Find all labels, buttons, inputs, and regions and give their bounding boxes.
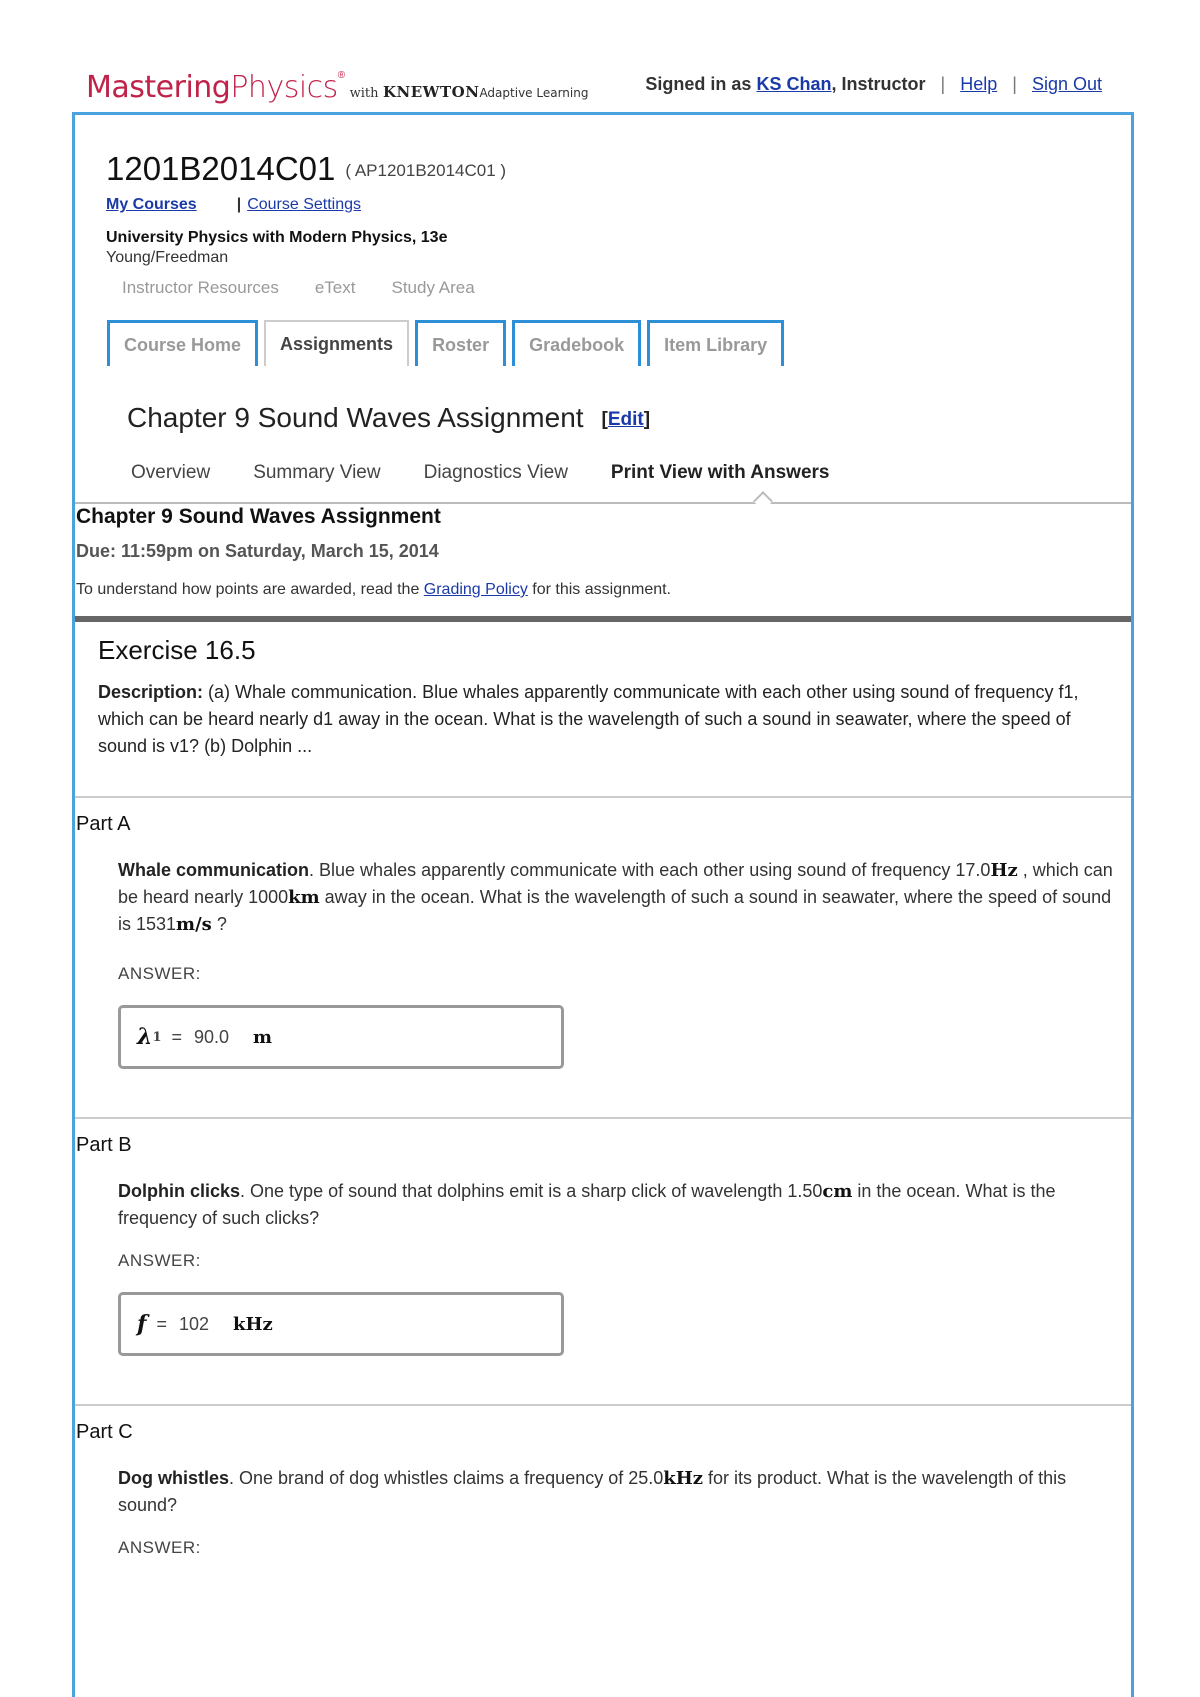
unit-km: km	[288, 887, 320, 908]
question-text: . Blue whales apparently communicate with each other using sound of frequency 17.0	[309, 860, 991, 880]
logo-physics-text: Physics	[230, 70, 338, 105]
section-divider	[75, 616, 1131, 622]
edit-bracket-open: [	[601, 408, 608, 430]
grading-note-suffix: for this assignment.	[527, 581, 671, 598]
due-date: Due: 11:59pm on Saturday, March 15, 2014	[76, 541, 439, 561]
logo-with-text: with	[349, 86, 379, 101]
main-tabs	[107, 320, 790, 366]
study-area-link[interactable]: Study Area	[391, 278, 475, 297]
grading-note	[76, 581, 671, 599]
instructor-resources-link[interactable]: Instructor Resources	[122, 278, 279, 297]
edit-link[interactable]: Edit	[607, 408, 644, 430]
part-b-question	[118, 1178, 1128, 1232]
course-links	[106, 196, 361, 214]
part-b-topic: Dolphin clicks	[118, 1181, 241, 1201]
part-c-answer-label: ANSWER:	[118, 1538, 201, 1557]
answer-unit: kHz	[233, 1313, 273, 1335]
subnav-summary-view[interactable]: Summary View	[253, 462, 381, 483]
part-c-question	[118, 1465, 1128, 1519]
book-authors: Young/Freedman	[106, 249, 229, 266]
assignment-heading: Chapter 9 Sound Waves Assignment	[76, 505, 441, 528]
part-divider	[75, 1404, 1131, 1406]
separator: |	[1012, 74, 1017, 94]
part-a-title: Part A	[76, 813, 131, 835]
subnav-overview[interactable]: Overview	[131, 462, 211, 483]
user-role: , Instructor	[831, 74, 926, 94]
separator: |	[236, 196, 242, 213]
answer-variable: f	[137, 1311, 147, 1337]
course-id: 1201B2014C01	[106, 150, 336, 187]
unit-khz: kHz	[663, 1468, 703, 1489]
my-courses-link[interactable]: My Courses	[106, 196, 197, 213]
course-title	[106, 150, 506, 188]
question-text: for its product. What is the wavelength of this sound?	[118, 1468, 1067, 1515]
question-text: , which can be heard nearly 1000	[118, 860, 1113, 907]
assignment-title-text: Chapter 9 Sound Waves Assignment	[127, 402, 584, 433]
course-settings-link[interactable]: Course Settings	[247, 196, 362, 213]
part-c-topic: Dog whistles	[118, 1468, 230, 1488]
answer-variable: λ	[137, 1024, 153, 1050]
etext-link[interactable]: eText	[314, 278, 356, 297]
assignment-title	[127, 402, 650, 434]
resource-links	[122, 278, 511, 298]
equals-sign: =	[171, 1026, 182, 1047]
logo-adaptive-text: Adaptive Learning	[479, 86, 589, 100]
logo-registered-mark: ®	[337, 70, 346, 81]
question-text: ?	[211, 914, 227, 934]
tab-item-library[interactable]: Item Library	[647, 320, 784, 366]
help-link[interactable]: Help	[960, 74, 998, 94]
answer-variable-subscript: 1	[152, 1029, 162, 1045]
question-text: in the ocean. What is the frequency of such clicks?	[118, 1181, 1056, 1228]
part-divider	[75, 1117, 1131, 1119]
part-a-question	[118, 857, 1128, 938]
part-divider	[75, 796, 1131, 798]
tab-course-home[interactable]: Course Home	[107, 320, 258, 366]
sign-out-link[interactable]: Sign Out	[1031, 74, 1102, 94]
exercise-title: Exercise 16.5	[98, 635, 256, 665]
subnav-divider	[75, 502, 1131, 504]
subnav-diagnostics-view[interactable]: Diagnostics View	[423, 462, 568, 483]
equals-sign: =	[156, 1313, 167, 1334]
assignment-subnav	[131, 462, 872, 484]
tab-assignments[interactable]: Assignments	[264, 320, 409, 366]
description-label: Description:	[98, 682, 204, 702]
answer-value: 90.0	[194, 1026, 230, 1047]
part-a-answer-box	[118, 1005, 564, 1069]
part-c-title: Part C	[76, 1421, 133, 1443]
unit-m-per-s: m/s	[176, 914, 212, 935]
part-b-answer-label: ANSWER:	[118, 1251, 201, 1270]
mastering-physics-logo	[86, 70, 588, 105]
answer-value: 102	[178, 1313, 210, 1334]
answer-unit: m	[253, 1026, 273, 1048]
tab-gradebook[interactable]: Gradebook	[512, 320, 641, 366]
separator: |	[940, 74, 946, 94]
logo-mastering-text: Mastering	[86, 70, 231, 105]
book-title: University Physics with Modern Physics, 13e	[106, 229, 448, 246]
question-text: . One type of sound that dolphins emit is a sharp click of wavelength 1.50	[240, 1181, 823, 1201]
grading-note-prefix: To understand how points are awarded, read the	[76, 581, 424, 598]
subnav-print-view-with-answers[interactable]: Print View with Answers	[610, 462, 830, 483]
part-a-answer-label: ANSWER:	[118, 964, 201, 983]
account-bar	[645, 74, 1102, 95]
exercise-description	[98, 679, 1118, 760]
description-text: (a) Whale communication. Blue whales apparently communicate with each other using sound of frequency f1, which can be heard nearly d1 away in the ocean. What is the wavelength of such a sound in seawater, where the speed of sound is v1? (b) Dolphin ...	[98, 682, 1079, 756]
user-name-link[interactable]: KS Chan	[756, 74, 832, 94]
question-text: . One brand of dog whistles claims a frequency of 25.0	[229, 1468, 664, 1488]
unit-cm: cm	[822, 1181, 853, 1202]
edit-bracket-close: ]	[643, 408, 651, 430]
question-text: away in the ocean. What is the wavelength of such a sound in seawater, where the speed of sound is 1531	[118, 887, 1112, 934]
part-a-topic: Whale communication	[118, 860, 310, 880]
signed-in-label: Signed in as	[645, 74, 752, 94]
part-b-title: Part B	[76, 1134, 132, 1156]
grading-policy-link[interactable]: Grading Policy	[423, 581, 528, 598]
unit-hz: Hz	[990, 860, 1018, 881]
tab-roster[interactable]: Roster	[415, 320, 506, 366]
course-code: ( AP1201B2014C01 )	[345, 161, 507, 181]
logo-knewton-text: KNEWTON	[382, 83, 480, 101]
part-b-answer-box	[118, 1292, 564, 1356]
